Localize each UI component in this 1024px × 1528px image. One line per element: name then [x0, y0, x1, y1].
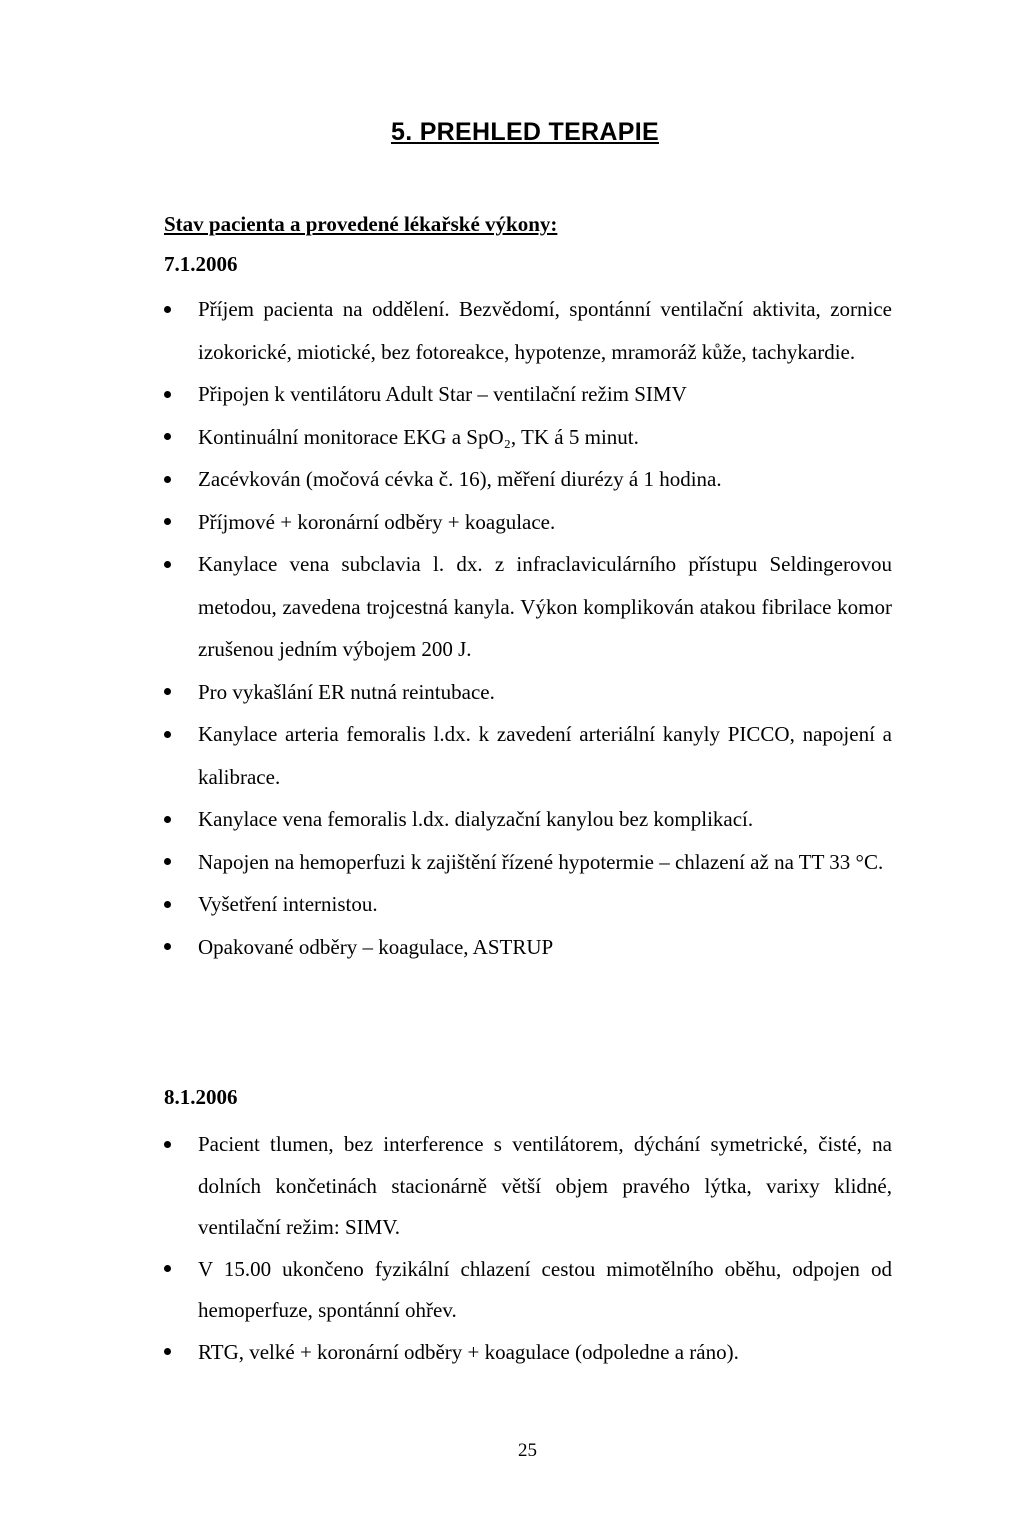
list-item: [164, 501, 892, 544]
list-item-text: Zacévkován (močová cévka č. 16), měření diurézy á 1 hodina.: [198, 467, 722, 491]
bullet-icon: [164, 883, 176, 926]
section-heading: Stav pacienta a provedené lékařské výkony:: [164, 212, 558, 236]
list-item-text: Kanylace arteria femoralis l.dx. k zavedení arteriální kanyly PICCO, napojení a kalibrace.: [198, 722, 892, 789]
list-item-text: Napojen na hemoperfuzi k zajištění řízené hypotermie – chlazení až na TT 33 °C.: [198, 849, 884, 874]
list-item: [164, 1124, 892, 1249]
bullet-icon: [164, 671, 176, 714]
bullet-icon: [164, 501, 176, 544]
list-item: [164, 798, 892, 841]
list-item: [164, 713, 892, 798]
list-item: [164, 373, 892, 416]
list-item: [164, 1249, 892, 1332]
bullet-icon: [164, 713, 176, 756]
list-item: [164, 883, 892, 926]
page-number: 25: [518, 1440, 537, 1461]
bullet-icon: [164, 288, 176, 331]
list-item-text: Příjmové + koronární odběry + koagulace.: [198, 509, 556, 534]
list-item-text: Příjem pacienta na oddělení. Bezvědomí, spontánní ventilační aktivita, zornice izokorické, miotické, bez fotoreakce, hypotenze, mramoráž kůže, tachykardie.: [198, 297, 892, 364]
list-item: [164, 841, 892, 884]
chapter-title: 5. PREHLED TERAPIE: [391, 118, 659, 146]
list-item-text: Kontinuální monitorace EKG a SpO₂, TK á 5 minut.: [198, 424, 639, 449]
bullet-icon: [164, 1124, 176, 1166]
bullet-icon: [164, 458, 176, 501]
list-item: [164, 1332, 892, 1374]
list-item-text: V 15.00 ukončeno fyzikální chlazení cestou mimotělního oběhu, odpojen od hemoperfuze, spontánní ohřev.: [198, 1256, 892, 1322]
list-item: [164, 926, 892, 969]
bullet-icon: [164, 373, 176, 416]
bullet-icon: [164, 1332, 176, 1374]
bullet-icon: [164, 841, 176, 884]
list-item-text: Vyšetření internistou.: [198, 892, 378, 916]
bullet-icon: [164, 416, 176, 459]
list-item: [164, 288, 892, 373]
bullet-icon: [164, 1249, 176, 1291]
list-item-text: Pro vykašlání ER nutná reintubace.: [198, 679, 495, 704]
list-item: [164, 416, 892, 459]
list-item: [164, 671, 892, 714]
list-item: [164, 543, 892, 671]
list-item-text: RTG, velké + koronární odběry + koagulace (odpoledne a ráno).: [198, 1339, 739, 1364]
list-item-text: Připojen k ventilátoru Adult Star – ventilační režim SIMV: [198, 382, 687, 406]
list-item-text: Kanylace vena subclavia l. dx. z infraclaviculárního přístupu Seldingerovou metodou, zavedena trojcestná kanyla. Výkon komplikován atakou fibrilace komor zrušenou jedním výbojem 200 J.: [198, 552, 892, 661]
list-item-text: Pacient tlumen, bez interference s ventilátorem, dýchání symetrické, čisté, na dolních končetinách stacionárně větší objem pravého lýtka, varixy klidné, ventilační režim: SIMV.: [198, 1132, 892, 1239]
date-heading-day1: 7.1.2006: [164, 252, 238, 276]
day1-list: [164, 288, 892, 968]
list-item-text: Kanylace vena femoralis l.dx. dialyzační kanylou bez komplikací.: [198, 807, 754, 831]
date-heading-day2: 8.1.2006: [164, 1085, 238, 1109]
list-item: [164, 458, 892, 501]
bullet-icon: [164, 798, 176, 841]
list-item-text: Opakované odběry – koagulace, ASTRUP: [198, 934, 554, 959]
bullet-icon: [164, 543, 176, 586]
day2-list: [164, 1124, 892, 1373]
bullet-icon: [164, 926, 176, 969]
